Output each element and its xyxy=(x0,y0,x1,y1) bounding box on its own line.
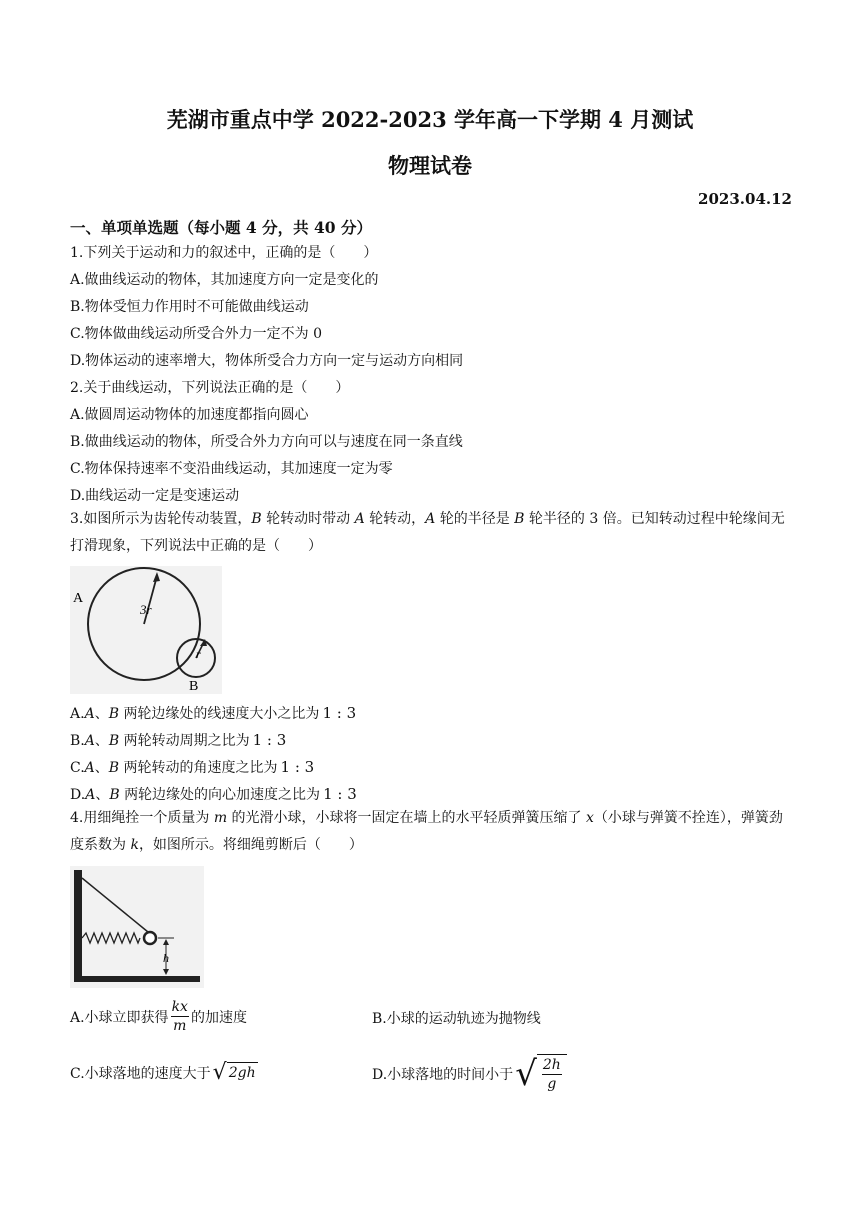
q4-var-k: k xyxy=(130,837,139,853)
q1-option-d: D.物体运动的速率增大，物体所受合力方向一定与运动方向相同 xyxy=(70,353,464,369)
q3-stem-text: 轮的半径是 xyxy=(435,511,515,527)
q3-stem xyxy=(70,506,792,560)
q4-option-d xyxy=(372,1054,567,1094)
q2-option-c: C.物体保持速率不变沿曲线运动，其加速度一定为零 xyxy=(70,461,393,477)
wall xyxy=(74,870,82,982)
option-text: 两轮边缘处的线速度大小之比为 xyxy=(123,706,320,722)
var-a: A xyxy=(84,706,95,722)
fraction-2h-over-g xyxy=(542,1056,562,1093)
gear-diagram xyxy=(70,566,222,694)
radicand xyxy=(537,1054,567,1094)
sqrt-2h-over-g xyxy=(515,1054,567,1094)
q3-var-b: B xyxy=(514,511,525,527)
var-b: B xyxy=(108,760,120,776)
q4-var-m: m xyxy=(213,810,228,826)
floor xyxy=(74,976,200,982)
ratio-value: 1 : 3 xyxy=(323,785,357,803)
q3-var-a: A xyxy=(425,511,436,527)
q1-option-c: C.物体做曲线运动所受合外力一定不为 0 xyxy=(70,326,323,342)
fraction-kx-over-m xyxy=(171,998,189,1035)
q4-option-a-text: 的加速度 xyxy=(190,1009,247,1026)
q4-option-c xyxy=(70,1062,258,1084)
q4-stem xyxy=(70,805,792,859)
option-text: 两轮转动周期之比为 xyxy=(123,733,250,749)
q2-option-b: B.做曲线运动的物体，所受合外力方向可以与速度在同一条直线 xyxy=(70,434,463,450)
section-heading: 一、单项单选题（每小题 4 分，共 40 分） xyxy=(70,218,372,237)
ratio-value: 1 : 3 xyxy=(252,731,287,749)
q2-option-d: D.曲线运动一定是变速运动 xyxy=(70,488,240,504)
q4-option-d-text: D.小球落地的时间小于 xyxy=(372,1067,514,1083)
exam-date: 2023.04.12 xyxy=(698,190,792,208)
q3-stem-text: 轮转动， xyxy=(364,511,426,527)
fraction-numerator: 2h xyxy=(542,1057,561,1073)
ratio-value: 1 : 3 xyxy=(322,704,357,722)
var-b: B xyxy=(108,733,120,749)
var-a: A xyxy=(85,787,96,803)
q3-option-c: C.A、B 两轮转动的角速度之比为 1 : 3 xyxy=(70,758,315,776)
fraction-denominator: g xyxy=(547,1076,557,1092)
option-prefix: C. xyxy=(70,760,85,776)
q3-var-a: A xyxy=(354,511,365,527)
q4-stem-text: 4.用细绳拴一个质量为 xyxy=(70,810,214,826)
var-b: B xyxy=(109,787,120,803)
q3-var-b: B xyxy=(251,511,262,527)
ball xyxy=(144,932,156,944)
q4-stem-text: （小球与弹簧不拴连），弹簧劲度系数为 xyxy=(70,810,783,853)
radicand: 2gh xyxy=(227,1062,258,1084)
q3-option-d: D.A、B 两轮边缘处的向心加速度之比为 1 : 3 xyxy=(70,785,357,803)
exam-title: 芜湖市重点中学 2022-2023 学年高一下学期 4 月测试 xyxy=(166,107,694,132)
q1-option-b: B.物体受恒力作用时不可能做曲线运动 xyxy=(70,299,309,315)
q3-stem-text: 3.如图所示为齿轮传动装置， xyxy=(70,511,252,527)
ratio-value: 1 : 3 xyxy=(280,758,315,776)
option-text: 两轮转动的角速度之比为 xyxy=(123,760,278,776)
q3-option-a: A.A、B 两轮边缘处的线速度大小之比为 1 : 3 xyxy=(70,704,357,722)
q2-stem: 2.关于曲线运动，下列说法正确的是（ ） xyxy=(70,380,350,396)
option-prefix: B. xyxy=(70,733,85,749)
option-prefix: D. xyxy=(70,787,86,803)
exam-subtitle: 物理试卷 xyxy=(388,153,472,178)
label-a: A xyxy=(73,591,84,606)
q3-stem-text: 轮转动时带动 xyxy=(261,511,355,527)
fraction-denominator: m xyxy=(173,1018,187,1034)
q1-option-a: A.做曲线运动的物体，其加速度方向一定是变化的 xyxy=(70,272,379,288)
var-a: A xyxy=(84,733,95,749)
q1-stem: 1.下列关于运动和力的叙述中，正确的是（ ） xyxy=(70,245,378,261)
label-r: r xyxy=(196,647,201,661)
option-prefix: A. xyxy=(70,706,85,722)
option-text: 两轮边缘处的向心加速度之比为 xyxy=(124,787,321,803)
q4-option-c-text: C.小球落地的速度大于 xyxy=(70,1066,211,1082)
q4-var-x: x xyxy=(586,810,594,826)
q4-option-a-text: A.小球立即获得 xyxy=(70,1009,169,1026)
sqrt-2gh xyxy=(213,1062,258,1084)
label-h: h xyxy=(163,951,169,965)
q3-option-b: B.A、B 两轮转动周期之比为 1 : 3 xyxy=(70,731,287,749)
q4-option-b xyxy=(372,1008,541,1028)
q4-option-a xyxy=(70,998,247,1035)
label-3r: 3r xyxy=(140,602,152,617)
radical-sign: √ xyxy=(212,1060,227,1085)
q3-stem-text: 轮半径的 3 倍。已知转动过程中轮缘间无打滑现象，下列说法中正确的是（ ） xyxy=(70,511,785,554)
var-b: B xyxy=(108,706,119,722)
q2-option-a: A.做圆周运动物体的加速度都指向圆心 xyxy=(70,407,309,423)
spring-diagram xyxy=(70,866,204,988)
var-a: A xyxy=(84,760,95,776)
label-b: B xyxy=(189,679,199,694)
q4-stem-text: 的光滑小球，小球将一固定在墙上的水平轻质弹簧压缩了 xyxy=(227,810,586,826)
q4-stem-text: ，如图所示。将细绳剪断后（ ） xyxy=(138,837,363,853)
radical-sign: √ xyxy=(515,1054,537,1094)
q4-option-b-text: B.小球的运动轨迹为抛物线 xyxy=(372,1011,541,1027)
fraction-numerator: kx xyxy=(171,999,188,1015)
